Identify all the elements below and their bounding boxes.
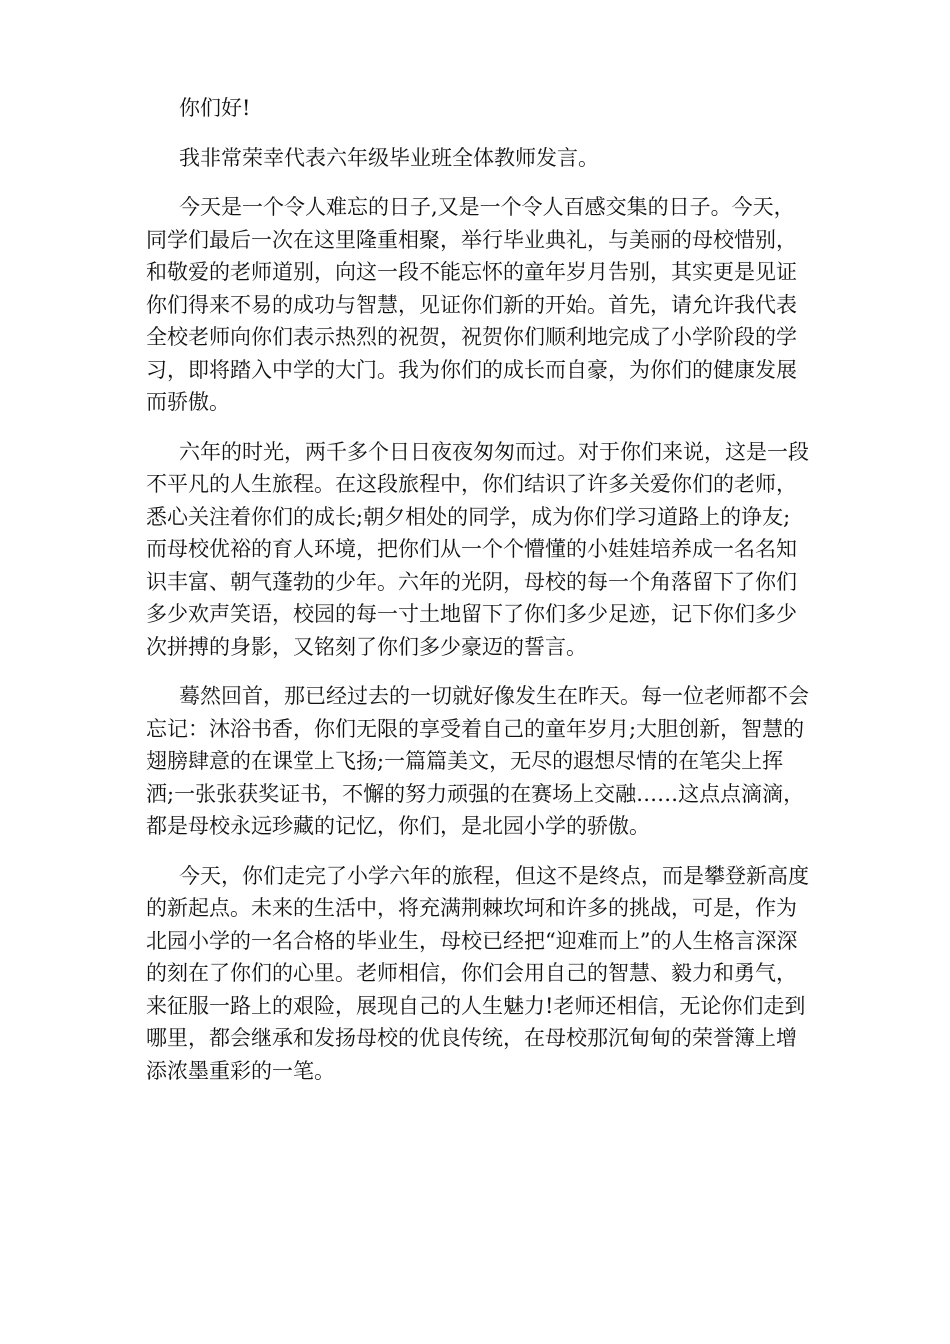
body-paragraph-farewell: 今天是一个令人难忘的日子,又是一个令人百感交集的日子。今天，同学们最后一次在这里隆重相聚，举行毕业典礼，与美丽的母校惜别，和敬爱的老师道别，向这一段不能忘怀的童年岁月告别，其实更是见证你们得来不易的成功与智慧，见证你们新的开始。首先，请允许我代表全校老师向你们表示热烈的祝贺，祝贺你们顺利地完成了小学阶段的学习，即将踏入中学的大门。我为你们的成长而自豪，为你们的健康发展而骄傲。 bbox=[146, 195, 797, 414]
intro-paragraph: 我非常荣幸代表六年级毕业班全体教师发言。 bbox=[179, 145, 599, 170]
body-paragraph-new-start: 今天，你们走完了小学六年的旅程，但这不是终点，而是攀登新高度的新起点。未来的生活中，将充满荆棘坎坷和许多的挑战，可是，作为北园小学的一名合格的毕业生，母校已经把“迎难而上”的人生格言深深的刻在了你们的心里。老师相信，你们会用自己的智慧、毅力和勇气，来征服一路上的艰险，展现自己的人生魅力!老师还相信，无论你们走到哪里，都会继承和发扬母校的优良传统，在母校那沉甸甸的荣誉簿上增添浓墨重彩的一笔。 bbox=[146, 863, 809, 1083]
speech-body bbox=[146, 92, 811, 1104]
body-paragraph-six-years: 六年的时光，两千多个日日夜夜匆匆而过。对于你们来说，这是一段不平凡的人生旅程。在这段旅程中，你们结识了许多关爱你们的老师，悉心关注着你们的成长;朝夕相处的同学，成为你们学习道路上的诤友;而母校优裕的育人环境，把你们从一个个懵懂的小娃娃培养成一名名知识丰富、朝气蓬勃的少年。六年的光阴，母校的每一个角落留下了你们多少欢声笑语，校园的每一寸土地留下了你们多少足迹，记下你们多少次拼搏的身影，又铭刻了你们多少豪迈的誓言。 bbox=[146, 439, 809, 659]
greeting-paragraph: 你们好! bbox=[179, 96, 251, 120]
body-paragraph-memories: 蓦然回首，那已经过去的一切就好像发生在昨天。每一位老师都不会忘记：沐浴书香，你们无限的享受着自己的童年岁月;大胆创新，智慧的翅膀肆意的在课堂上飞扬;一篇篇美文，无尽的遐想尽情的在笔尖上挥洒;一张张获奖证书，不懈的努力顽强的在赛场上交融……这点点滴滴，都是母校永远珍藏的记忆，你们，是北园小学的骄傲。 bbox=[146, 684, 809, 838]
